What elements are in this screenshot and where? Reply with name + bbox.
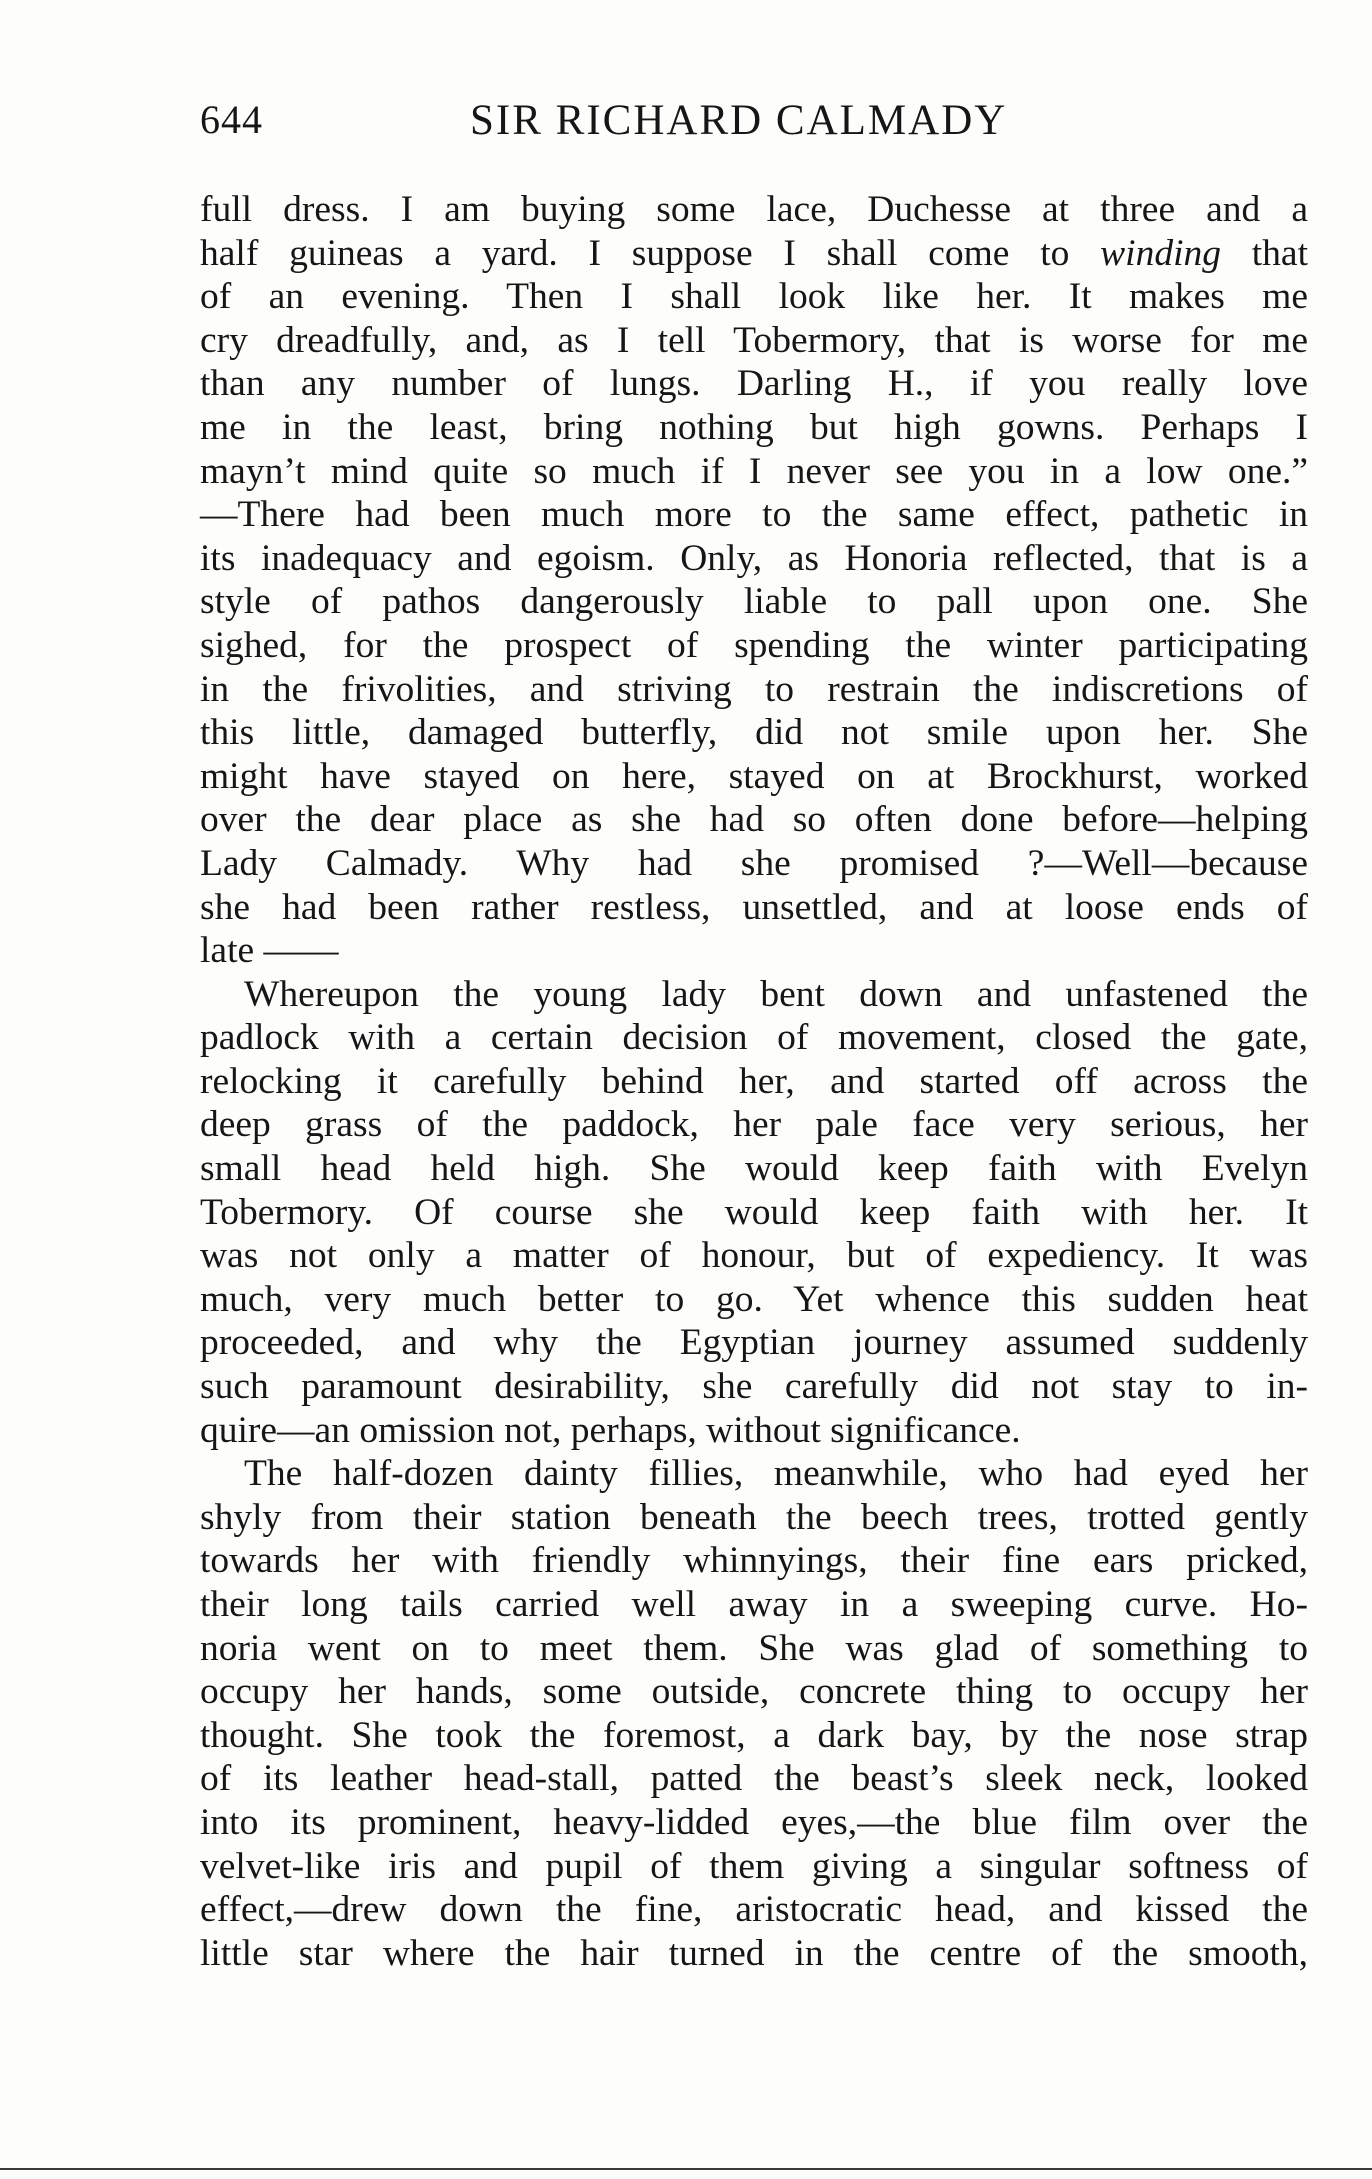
text-line: late ——: [200, 930, 339, 972]
text-line: relocking it carefully behind her, and started off across the: [200, 1060, 1308, 1102]
text-line: its inadequacy and egoism. Only, as Honoria reflected, that is a: [200, 537, 1308, 579]
text-line: small head held high. She would keep faith with Evelyn: [200, 1148, 1308, 1190]
text-line: proceeded, and why the Egyptian journey assumed suddenly: [200, 1322, 1308, 1364]
text-line: than any number of lungs. Darling H., if you really love: [200, 363, 1308, 405]
text-line: much, very much better to go. Yet whence this sudden heat: [200, 1278, 1308, 1320]
text-line: mayn’t mind quite so much if I never see you in a low one.”: [200, 450, 1308, 492]
text-line: over the dear place as she had so often done before—helping: [200, 799, 1308, 841]
text-line: was not only a matter of honour, but of expediency. It was: [200, 1235, 1308, 1277]
text-line: such paramount desirability, she carefully did not stay to in-: [200, 1366, 1308, 1408]
page-bottom-edge: [0, 2168, 1372, 2170]
text-line: me in the least, bring nothing but high gowns. Perhaps I: [200, 406, 1308, 448]
text-line: full dress. I am buying some lace, Duchesse at three and a: [200, 189, 1308, 230]
text-line: noria went on to meet them. She was glad of something to: [200, 1627, 1308, 1669]
emphasis-winding: winding: [1100, 232, 1221, 274]
text-line: —There had been much more to the same effect, pathetic in: [200, 494, 1308, 536]
running-head: [200, 96, 1308, 152]
text-line: might have stayed on here, stayed on at Brockhurst, worked: [200, 755, 1308, 797]
text-line: this little, damaged butterfly, did not smile upon her. She: [200, 712, 1308, 754]
text-line: half guineas a yard. I suppose I shall come to winding that: [200, 232, 1308, 274]
text-line: velvet-like iris and pupil of them giving a singular softness of: [200, 1845, 1308, 1887]
text-line: effect,—drew down the fine, aristocratic head, and kissed the: [200, 1889, 1308, 1931]
text-line: Whereupon the young lady bent down and unfastened the: [244, 973, 1308, 1015]
text-line: into its prominent, heavy-lidded eyes,—the blue film over the: [200, 1801, 1308, 1843]
page-number: 644: [200, 97, 263, 142]
text-line: deep grass of the paddock, her pale face very serious, her: [200, 1104, 1308, 1146]
text-line: shyly from their station beneath the beech trees, trotted gently: [200, 1496, 1308, 1538]
text-line: padlock with a certain decision of movement, closed the gate,: [200, 1017, 1308, 1059]
text-line: she had been rather restless, unsettled, and at loose ends of: [200, 886, 1308, 928]
text-line: of its leather head-stall, patted the beast’s sleek neck, looked: [200, 1758, 1308, 1800]
text-line: cry dreadfully, and, as I tell Tobermory, that is worse for me: [200, 319, 1308, 361]
text-line: in the frivolities, and striving to restrain the indiscretions of: [200, 668, 1308, 710]
text-line: towards her with friendly whinnyings, their fine ears pricked,: [200, 1540, 1308, 1582]
text-line: thought. She took the foremost, a dark bay, by the nose strap: [200, 1714, 1308, 1756]
text-line: quire—an omission not, perhaps, without significance.: [200, 1409, 1021, 1451]
text-line: their long tails carried well away in a sweeping curve. Ho-: [200, 1584, 1308, 1625]
text-line: The half-dozen dainty fillies, meanwhile, who had eyed her: [244, 1453, 1308, 1495]
text-line: Lady Calmady. Why had she promised ?—Well—because: [200, 842, 1308, 884]
text-line: style of pathos dangerously liable to pall upon one. She: [200, 581, 1308, 623]
text-line: occupy her hands, some outside, concrete thing to occupy her: [200, 1671, 1308, 1713]
text-line: sighed, for the prospect of spending the winter participating: [200, 624, 1308, 666]
running-title: SIR RICHARD CALMADY: [470, 97, 1008, 144]
text-line: little star where the hair turned in the centre of the smooth,: [200, 1932, 1308, 1974]
text-line: of an evening. Then I shall look like her. It makes me: [200, 276, 1308, 318]
body-text: [200, 188, 1308, 1975]
text-line: Tobermory. Of course she would keep faith with her. It: [200, 1191, 1308, 1233]
